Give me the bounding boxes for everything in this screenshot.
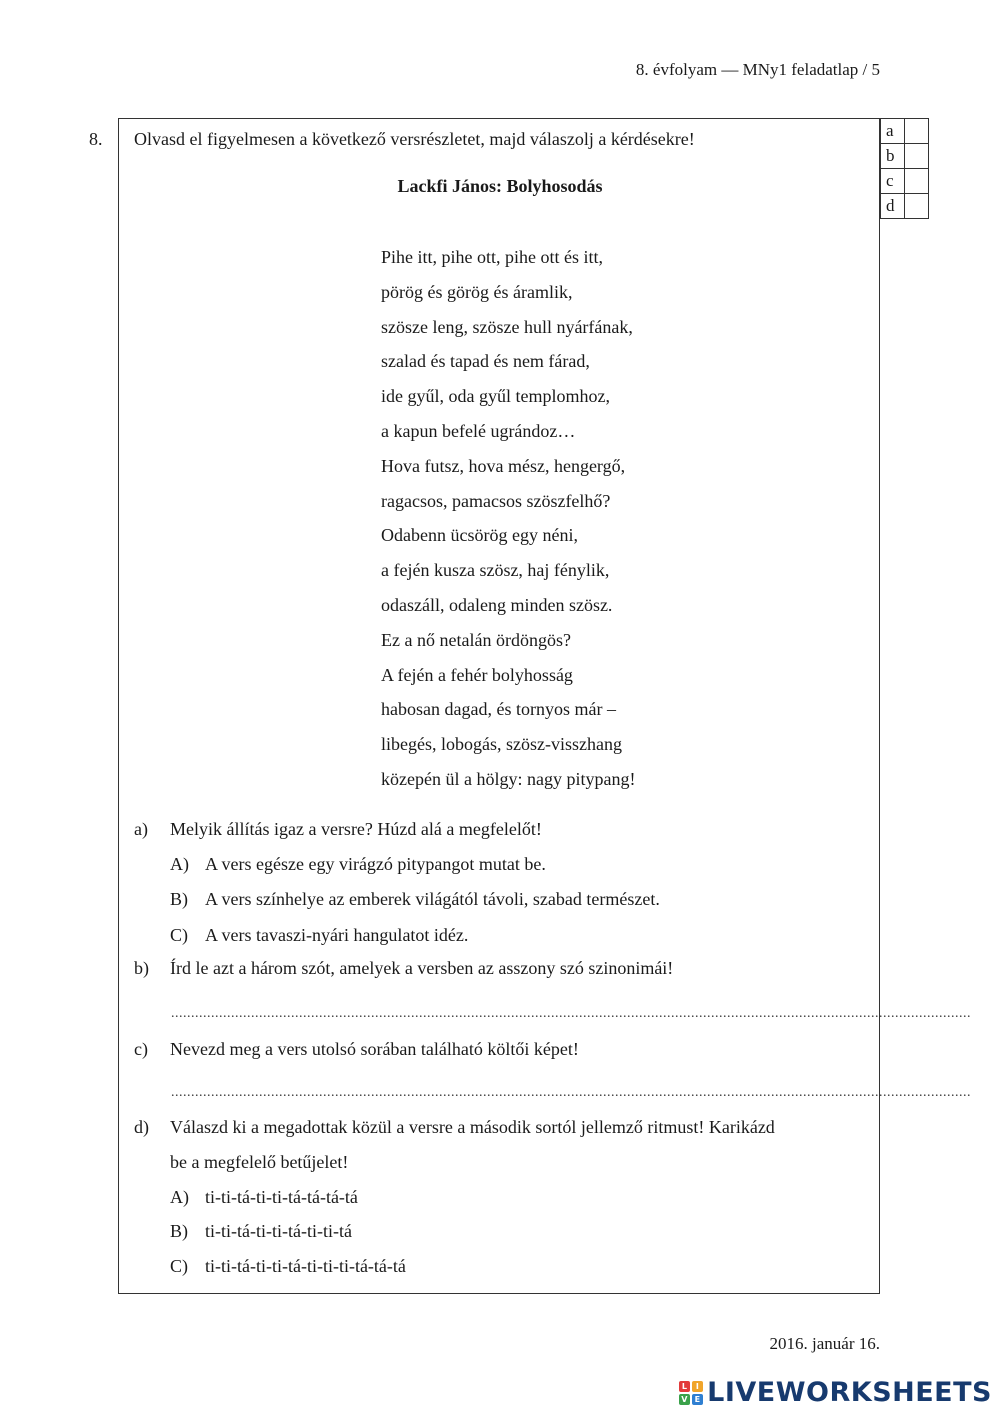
footer-date: 2016. január 16.: [769, 1334, 880, 1353]
poem-line: szalad és tapad és nem fárad,: [381, 351, 590, 372]
score-cell-a[interactable]: [905, 119, 929, 144]
score-row: [881, 194, 929, 219]
score-label-b: b: [881, 144, 905, 169]
option-text: ti-ti-tá-ti-ti-tá-ti-ti-ti-tá-tá-tá: [205, 1256, 406, 1276]
score-row: [881, 144, 929, 169]
question-d-letter: d): [134, 1117, 149, 1137]
score-row: [881, 119, 929, 144]
poem-title: Lackfi János: Bolyhosodás: [397, 176, 603, 196]
logo-tile-e: E: [692, 1394, 703, 1405]
option-label: C): [170, 1256, 188, 1276]
logo-tile-l: L: [679, 1381, 690, 1392]
poem-line: szösze leng, szösze hull nyárfának,: [381, 316, 633, 337]
option-text: A vers egésze egy virágzó pitypangot mutat be.: [205, 854, 546, 874]
logo-text: LIVEWORKSHEETS: [707, 1377, 992, 1408]
logo-icon: [679, 1381, 703, 1405]
page-header: 8. évfolyam — MNy1 feladatlap / 5: [635, 60, 880, 79]
score-table: [880, 118, 929, 219]
question-b-text: Írd le azt a három szót, amelyek a versben az asszony szó szinonimái!: [170, 958, 674, 978]
logo-tile-i: I: [692, 1381, 703, 1392]
option-label: A): [170, 1187, 189, 1207]
answer-line-c[interactable]: ........................................................................................................................................................................................................: [171, 1085, 971, 1100]
poem-line: libegés, lobogás, szösz-visszhang: [381, 734, 622, 755]
poem-line: közepén ül a hölgy: nagy pitypang!: [381, 768, 636, 789]
poem: [381, 244, 635, 801]
score-cell-b[interactable]: [905, 144, 929, 169]
poem-line: Hova futsz, hova mész, hengergő,: [381, 455, 626, 476]
logo-tile-v: V: [679, 1394, 690, 1405]
poem-line: a kapun befelé ugrándoz…: [381, 420, 576, 441]
option-label: B): [170, 1221, 188, 1241]
option-label: A): [170, 854, 189, 874]
poem-line: odaszáll, odaleng minden szösz.: [381, 594, 613, 615]
score-cell-d[interactable]: [905, 194, 929, 219]
option-text: ti-ti-tá-ti-ti-tá-tá-tá-tá: [205, 1187, 358, 1207]
poem-line: Ez a nő netalán ördöngös?: [381, 629, 571, 650]
answer-line-b[interactable]: ........................................................................................................................................................................................................: [171, 1006, 971, 1021]
option-label: B): [170, 889, 188, 909]
poem-line: ragacsos, pamacsos szöszfelhő?: [381, 490, 611, 511]
question-c-text: Nevezd meg a vers utolsó sorában található költői képet!: [170, 1039, 579, 1059]
score-label-d: d: [881, 194, 905, 219]
task-instruction: Olvasd el figyelmesen a következő versrészletet, majd válaszolj a kérdésekre!: [134, 129, 695, 149]
option-text: A vers színhelye az emberek világától távoli, szabad természet.: [205, 889, 660, 909]
score-label-c: c: [881, 169, 905, 194]
question-d-text-line1: Válaszd ki a megadottak közül a versre a második sortól jellemző ritmust! Karikázd: [170, 1117, 775, 1137]
option-label: C): [170, 925, 188, 945]
poem-line: Odabenn ücsörög egy néni,: [381, 525, 578, 546]
question-a-text: Melyik állítás igaz a versre? Húzd alá a megfelelőt!: [170, 819, 542, 839]
poem-line: pörög és görög és áramlik,: [381, 281, 573, 302]
poem-line: Pihe itt, pihe ott, pihe ott és itt,: [381, 247, 603, 267]
question-c-letter: c): [134, 1039, 148, 1059]
score-label-a: a: [881, 119, 905, 144]
option-text: ti-ti-tá-ti-ti-tá-ti-ti-tá: [205, 1221, 352, 1241]
poem-line: A fején a fehér bolyhosság: [381, 664, 573, 685]
liveworksheets-logo: [679, 1377, 992, 1408]
question-a-letter: a): [134, 819, 148, 839]
poem-line: ide gyűl, oda gyűl templomhoz,: [381, 386, 610, 407]
task-number: 8.: [89, 129, 103, 149]
poem-line: a fején kusza szösz, haj fénylik,: [381, 560, 610, 581]
question-b-letter: b): [134, 958, 149, 978]
poem-line: habosan dagad, és tornyos már –: [381, 699, 616, 720]
question-d-text-line2: be a megfelelő betűjelet!: [170, 1152, 349, 1172]
option-text: A vers tavaszi-nyári hangulatot idéz.: [205, 925, 469, 945]
